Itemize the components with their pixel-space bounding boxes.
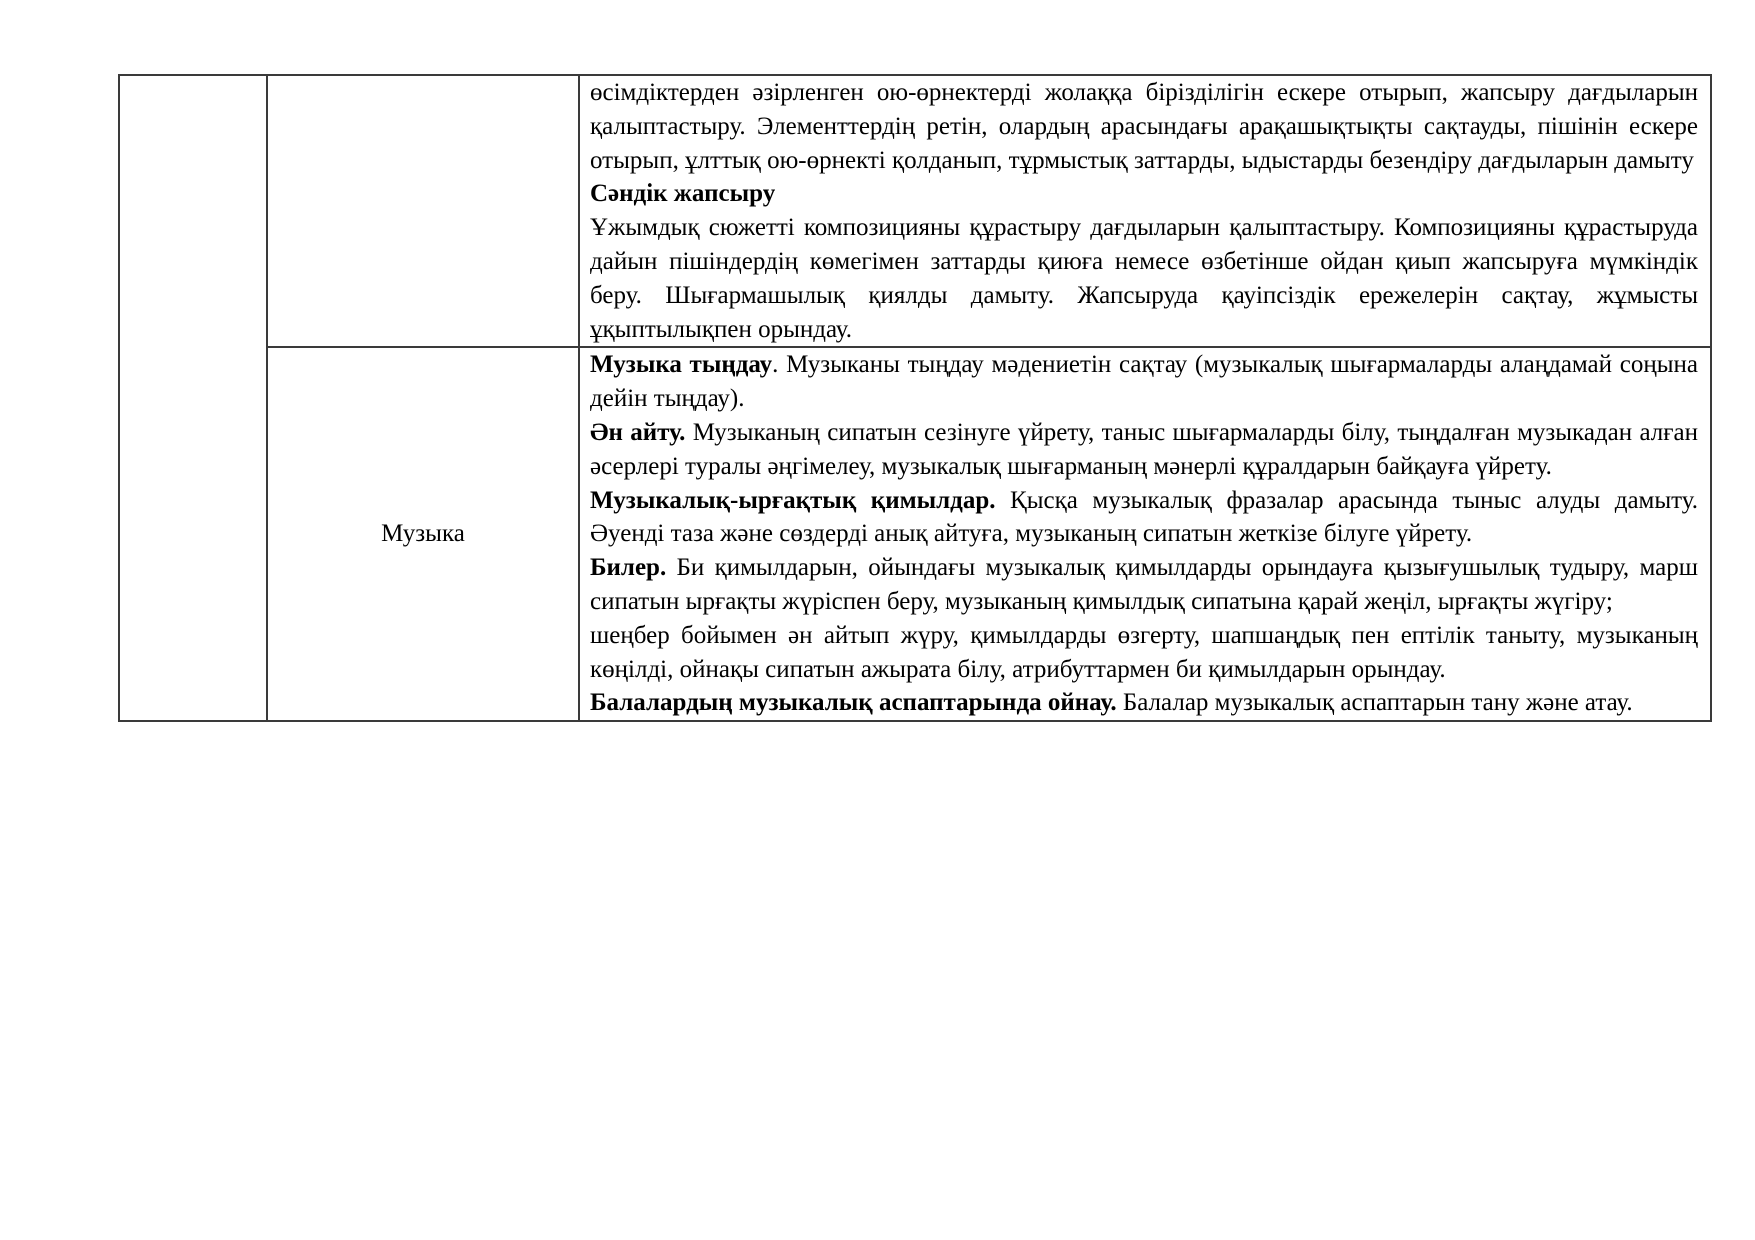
paragraph-body: Би қимылдарын, ойындағы музыкалық қимылдарды орындауға қызығушылық тудыру, марш сипатын ырғақты жүріспен беру, музыканың қимылдық сипатына қарай жеңіл, ырғақты жүгіру;	[590, 554, 1698, 615]
content-cell	[579, 75, 1711, 347]
content-paragraph	[590, 551, 1698, 619]
paragraph-heading: Сәндік жапсыру	[590, 180, 776, 208]
content-paragraph	[590, 484, 1698, 552]
paragraph-heading: Музыка тыңдау	[590, 351, 773, 379]
content-cell	[579, 347, 1711, 721]
subject-label: Музыка	[381, 520, 465, 548]
content-paragraph: Ұжымдық сюжетті композицияны құрастыру дағдыларын қалыптастыру. Композицияны құрастыруда дайын пішіндердің көмегімен заттарды қиюға немесе өзбетінше ойдан қиып жапсыруға мүмкіндік беру. Шығармашылық қиялды дамыту. Жапсыруда қауіпсіздік ережелерін сақтау, жұмысты ұқыптылықпен орындау.	[590, 214, 1698, 343]
paragraph-body: . Музыканы тыңдау мәдениетін сақтау (музыкалық шығармаларды алаңдамай соңына дейін тыңдау).	[590, 351, 1698, 413]
content-paragraph	[590, 686, 1698, 720]
content-text	[590, 348, 1698, 720]
table-row	[119, 75, 1711, 347]
paragraph-heading: Музыкалық-ырғақтық қимылдар.	[590, 486, 996, 514]
content-paragraph: шеңбер бойымен ән айтып жүру, қимылдарды өзгерту, шапшаңдық пен ептілік таныту, музыканың көңілді, ойнақы сипатын ажырата білу, атрибуттармен би қимылдарын орындау.	[590, 621, 1698, 683]
curriculum-table	[118, 74, 1712, 722]
content-text	[590, 76, 1698, 346]
paragraph-body: Балалар музыкалық аспаптарын тану және атау.	[1116, 689, 1633, 717]
subject-cell	[267, 75, 579, 347]
content-paragraph	[590, 177, 1698, 211]
paragraph-heading: Билер.	[590, 554, 667, 582]
table-row	[119, 347, 1711, 721]
subject-cell	[267, 347, 579, 721]
paragraph-heading: Балалардың музыкалық аспаптарында ойнау.	[590, 689, 1117, 717]
paragraph-body: Музыканың сипатын сезінуге үйрету, таныс шығармаларды білу, тыңдалған музыкадан алған әсерлері туралы әңгімелеу, музыкалық шығарманың мәнерлі құралдарын байқауға үйрету.	[590, 418, 1698, 480]
content-paragraph	[590, 416, 1698, 484]
paragraph-body: Қысқа музыкалық фразалар арасында тыныс алуды дамыту. Әуенді таза және сөздерді анық айтуға, музыканың сипатын жеткізе білуге үйрету.	[590, 486, 1699, 548]
content-paragraph	[590, 348, 1698, 416]
section-cell	[119, 75, 267, 721]
paragraph-heading: Ән айту.	[590, 418, 686, 446]
content-paragraph: өсімдіктерден әзірленген ою-өрнектерді жолаққа бірізділігін ескере отырып, жапсыру дағдыларын қалыптастыру. Элементтердің ретін, олардың арасындағы арақашықтықты сақтауды, пішінін ескере отырып, ұлттық ою-өрнекті қолданып, тұрмыстық заттарды, ыдыстарды безендіру дағдыларын дамыту	[590, 79, 1698, 174]
